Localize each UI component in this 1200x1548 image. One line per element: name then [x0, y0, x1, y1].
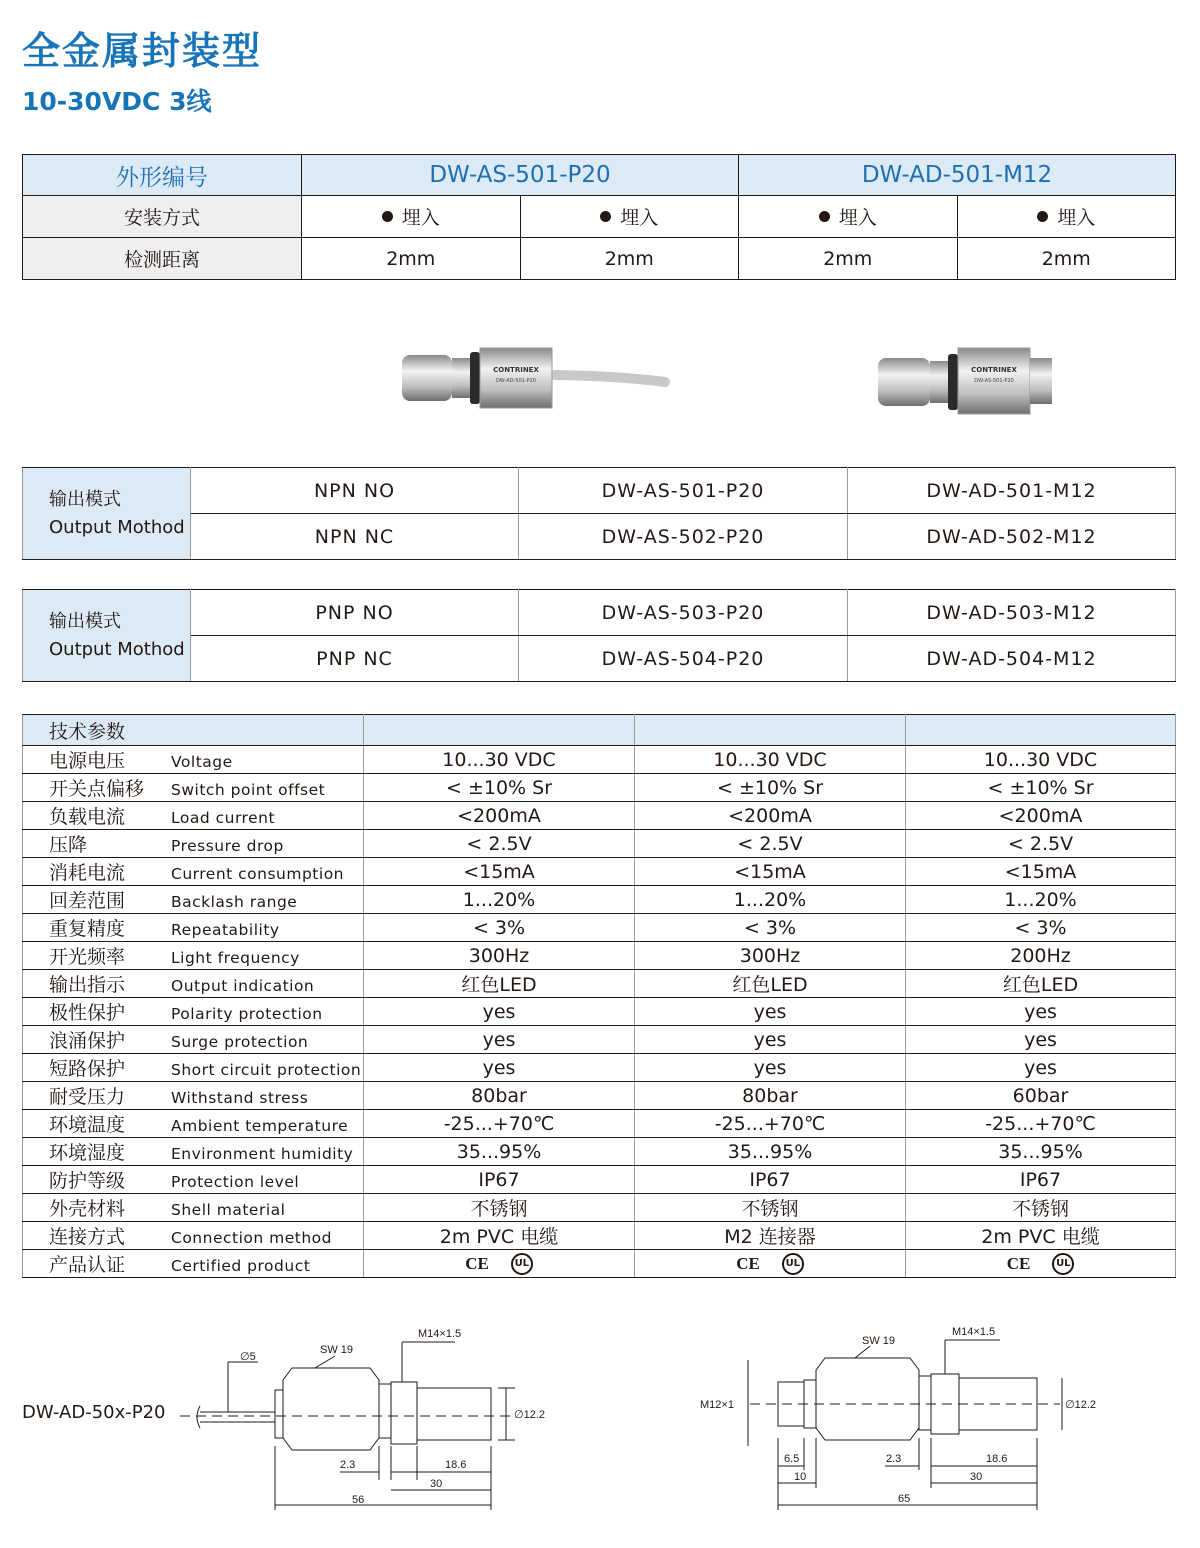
- spec-label: [23, 802, 364, 830]
- spec-header-cell: [364, 715, 635, 746]
- spec-value: < 3%: [906, 914, 1176, 942]
- ce-mark-icon: CE: [465, 1254, 489, 1273]
- dim-2-3: 2.3: [886, 1453, 902, 1465]
- output-model-b: DW-AD-504-M12: [848, 636, 1176, 682]
- spec-value: yes: [364, 998, 635, 1026]
- spec-label-zh: 环境湿度: [49, 1142, 126, 1164]
- spec-label-en: Switch point offset: [171, 781, 326, 799]
- spec-row: [23, 746, 1176, 774]
- spec-label: [23, 774, 364, 802]
- spec-label: [23, 858, 364, 886]
- spec-value: 300Hz: [635, 942, 906, 970]
- spec-label-en: Voltage: [171, 753, 233, 771]
- spec-value: 1...20%: [635, 886, 906, 914]
- ce-mark-icon: CE: [736, 1254, 760, 1273]
- spec-label-zh: 输出指示: [49, 974, 126, 996]
- spec-label: [23, 942, 364, 970]
- spec-value: 不锈钢: [906, 1194, 1176, 1222]
- spec-label-en: Connection method: [171, 1229, 332, 1247]
- dim-65: 65: [898, 1493, 911, 1505]
- bullet-icon: [600, 211, 611, 222]
- spec-label-zh: 消耗电流: [49, 862, 126, 884]
- spec-header-cell: [635, 715, 906, 746]
- distance-value: 2mm: [739, 238, 958, 280]
- spec-value: 60bar: [906, 1082, 1176, 1110]
- spec-value: 35...95%: [364, 1138, 635, 1166]
- spec-row: [23, 942, 1176, 970]
- spec-label: [23, 1250, 364, 1278]
- output-table-npn: [22, 467, 1176, 560]
- spec-value: < 3%: [635, 914, 906, 942]
- spec-value: < ±10% Sr: [635, 774, 906, 802]
- spec-value: 红色LED: [364, 970, 635, 998]
- spec-header-cell: [906, 715, 1176, 746]
- spec-value: yes: [364, 1054, 635, 1082]
- spec-value: < 2.5V: [906, 830, 1176, 858]
- spec-value: 200Hz: [906, 942, 1176, 970]
- spec-value: 10...30 VDC: [364, 746, 635, 774]
- dim-thread: M14×1.5: [418, 1328, 462, 1340]
- spec-value: <200mA: [635, 802, 906, 830]
- spec-value: 红色LED: [906, 970, 1176, 998]
- spec-row: [23, 1110, 1176, 1138]
- dim-56: 56: [352, 1494, 365, 1506]
- install-cell: [957, 196, 1176, 238]
- spec-label-en: Repeatability: [171, 921, 280, 939]
- dim-sw19: SW 19: [320, 1344, 354, 1356]
- spec-label-zh: 外壳材料: [49, 1198, 126, 1220]
- output-model-a: DW-AS-503-P20: [519, 590, 848, 636]
- spec-value: <15mA: [635, 858, 906, 886]
- dim-phi5: ∅5: [240, 1351, 256, 1363]
- spec-label-en: Certified product: [171, 1257, 311, 1275]
- dim-2-3: 2.3: [340, 1459, 356, 1471]
- spec-value: < 2.5V: [364, 830, 635, 858]
- spec-row: [23, 914, 1176, 942]
- spec-label-en: Shell material: [171, 1201, 286, 1219]
- distance-value: 2mm: [302, 238, 521, 280]
- spec-row: [23, 1026, 1176, 1054]
- output-label-en: Output Mothod: [49, 516, 185, 538]
- spec-value: 80bar: [364, 1082, 635, 1110]
- spec-value: 35...95%: [906, 1138, 1176, 1166]
- spec-label: [23, 1222, 364, 1250]
- cert-cell: [635, 1250, 906, 1278]
- sensor-cable-photo: [402, 348, 665, 408]
- spec-label: [23, 1166, 364, 1194]
- dim-sw19: SW 19: [862, 1335, 896, 1347]
- spec-row: [23, 858, 1176, 886]
- spec-label-en: Ambient temperature: [171, 1117, 349, 1135]
- bullet-icon: [819, 211, 830, 222]
- spec-value: IP67: [906, 1166, 1176, 1194]
- spec-label-zh: 短路保护: [49, 1058, 126, 1080]
- cert-cell: [906, 1250, 1176, 1278]
- distance-label: 检测距离: [23, 238, 302, 280]
- spec-label-zh: 耐受压力: [49, 1086, 126, 1108]
- install-cell: [739, 196, 958, 238]
- spec-value: IP67: [364, 1166, 635, 1194]
- output-type: PNP NC: [191, 636, 519, 682]
- spec-row: [23, 1166, 1176, 1194]
- spec-label-en: Polarity protection: [171, 1005, 323, 1023]
- install-cell: [520, 196, 739, 238]
- spec-label-en: Protection level: [171, 1173, 300, 1191]
- ul-mark-icon: UL: [782, 1253, 804, 1275]
- spec-value: 35...95%: [635, 1138, 906, 1166]
- spec-row: [23, 802, 1176, 830]
- model-a-name: DW-AS-501-P20: [302, 155, 739, 196]
- spec-row: [23, 1054, 1176, 1082]
- dim-30: 30: [970, 1471, 983, 1483]
- ul-mark-icon: UL: [511, 1253, 533, 1275]
- spec-label: [23, 1082, 364, 1110]
- spec-header: 技术参数: [23, 715, 364, 746]
- spec-row: [23, 774, 1176, 802]
- dim-30: 30: [430, 1478, 443, 1490]
- spec-value: 不锈钢: [635, 1194, 906, 1222]
- spec-value: yes: [906, 1026, 1176, 1054]
- spec-row: [23, 998, 1176, 1026]
- spec-value: -25...+70℃: [906, 1110, 1176, 1138]
- spec-value: 1...20%: [364, 886, 635, 914]
- model-table: [22, 154, 1176, 280]
- spec-label-en: Withstand stress: [171, 1089, 309, 1107]
- spec-value: 10...30 VDC: [906, 746, 1176, 774]
- spec-value: IP67: [635, 1166, 906, 1194]
- ce-mark-icon: CE: [1006, 1254, 1031, 1273]
- spec-label-zh: 负载电流: [49, 806, 126, 828]
- dim-18-6: 18.6: [986, 1453, 1008, 1465]
- output-label: [23, 590, 191, 682]
- spec-label-en: Load current: [171, 809, 276, 827]
- spec-label-en: Light frequency: [171, 949, 300, 967]
- output-label-zh: 输出模式: [49, 610, 121, 632]
- dim-thread: M14×1.5: [952, 1326, 996, 1338]
- spec-row: [23, 1138, 1176, 1166]
- spec-value: 红色LED: [635, 970, 906, 998]
- output-label-zh: 输出模式: [49, 488, 121, 510]
- output-model-a: DW-AS-502-P20: [519, 514, 848, 560]
- photo-model-label: DW-AS-501-P20: [974, 378, 1014, 384]
- spec-value: yes: [635, 998, 906, 1026]
- install-value: 埋入: [838, 207, 877, 229]
- spec-label-zh: 连接方式: [49, 1226, 126, 1248]
- product-photos: [380, 320, 1080, 430]
- spec-label: [23, 1138, 364, 1166]
- spec-label-zh: 压降: [49, 834, 88, 856]
- spec-value: -25...+70℃: [364, 1110, 635, 1138]
- spec-value: 10...30 VDC: [635, 746, 906, 774]
- dim-m12: M12×1: [700, 1399, 734, 1411]
- dim-phi12: ∅12.2: [514, 1409, 545, 1421]
- page-subtitle: 10-30VDC 3线: [22, 87, 212, 116]
- spec-value: M2 连接器: [635, 1222, 906, 1250]
- spec-row: [23, 970, 1176, 998]
- spec-label-zh: 产品认证: [49, 1254, 126, 1276]
- spec-value: < ±10% Sr: [906, 774, 1176, 802]
- install-label: 安装方式: [23, 196, 302, 238]
- install-cell: [302, 196, 521, 238]
- sensor-connector-photo: [878, 348, 1052, 414]
- page-title: 全金属封装型: [22, 29, 263, 73]
- output-model-a: DW-AS-504-P20: [519, 636, 848, 682]
- output-type: PNP NO: [191, 590, 519, 636]
- spec-label: [23, 1026, 364, 1054]
- spec-row: [23, 886, 1176, 914]
- spec-value: yes: [906, 998, 1176, 1026]
- dim-6-5: 6.5: [784, 1453, 800, 1465]
- dim-10: 10: [794, 1471, 807, 1483]
- distance-value: 2mm: [520, 238, 739, 280]
- dim-phi12: ∅12.2: [1065, 1399, 1096, 1411]
- output-label: [23, 468, 191, 560]
- spec-value: yes: [635, 1054, 906, 1082]
- output-model-b: DW-AD-501-M12: [848, 468, 1176, 514]
- install-value: 埋入: [401, 207, 440, 229]
- output-model-b: DW-AD-502-M12: [848, 514, 1176, 560]
- spec-label-zh: 开光频率: [49, 946, 126, 968]
- output-model-b: DW-AD-503-M12: [848, 590, 1176, 636]
- spec-label-zh: 重复精度: [49, 918, 126, 940]
- spec-value: <15mA: [906, 858, 1176, 886]
- spec-value: 不锈钢: [364, 1194, 635, 1222]
- distance-value: 2mm: [957, 238, 1176, 280]
- spec-value: 300Hz: [364, 942, 635, 970]
- spec-value: < ±10% Sr: [364, 774, 635, 802]
- spec-label-en: Current consumption: [171, 865, 344, 883]
- spec-label-zh: 浪涌保护: [49, 1030, 126, 1052]
- spec-row: [23, 830, 1176, 858]
- spec-label: [23, 998, 364, 1026]
- output-type: NPN NC: [191, 514, 519, 560]
- spec-label-en: Output indication: [171, 977, 315, 995]
- spec-value: < 3%: [364, 914, 635, 942]
- brand-label: CONTRINEX: [971, 366, 1017, 374]
- cert-cell: [364, 1250, 635, 1278]
- photo-model-label: DW-AD-501-P20: [495, 378, 537, 384]
- spec-label-en: Surge protection: [171, 1033, 309, 1051]
- spec-value: < 2.5V: [635, 830, 906, 858]
- spec-value: <200mA: [364, 802, 635, 830]
- output-type: NPN NO: [191, 468, 519, 514]
- spec-row: [23, 1194, 1176, 1222]
- spec-row: [23, 1082, 1176, 1110]
- install-value: 埋入: [620, 207, 659, 229]
- drawing-model-label: DW-AD-50x-P20: [22, 1402, 166, 1423]
- bullet-icon: [382, 211, 393, 222]
- spec-label-zh: 开关点偏移: [49, 778, 145, 800]
- spec-label: [23, 886, 364, 914]
- ul-mark-icon: UL: [1052, 1253, 1074, 1275]
- spec-label: [23, 970, 364, 998]
- spec-label-zh: 环境温度: [49, 1114, 126, 1136]
- spec-value: <200mA: [906, 802, 1176, 830]
- spec-value: yes: [906, 1054, 1176, 1082]
- spec-value: <15mA: [364, 858, 635, 886]
- spec-label-zh: 电源电压: [49, 750, 126, 772]
- spec-row: [23, 1250, 1176, 1278]
- spec-label: [23, 1110, 364, 1138]
- spec-label-zh: 回差范围: [49, 890, 126, 912]
- spec-label-en: Backlash range: [171, 893, 298, 911]
- output-table-pnp: [22, 589, 1176, 682]
- install-value: 埋入: [1057, 207, 1096, 229]
- brand-label: CONTRINEX: [493, 366, 539, 374]
- spec-value: -25...+70℃: [635, 1110, 906, 1138]
- dimension-drawing-left: [180, 1320, 580, 1545]
- spec-label-zh: 极性保护: [49, 1002, 126, 1024]
- spec-row: [23, 1222, 1176, 1250]
- spec-label-en: Environment humidity: [171, 1145, 354, 1163]
- spec-label: [23, 914, 364, 942]
- spec-label: [23, 830, 364, 858]
- output-label-en: Output Mothod: [49, 638, 185, 660]
- spec-label: [23, 1194, 364, 1222]
- model-label: 外形编号: [23, 155, 302, 196]
- spec-value: 80bar: [635, 1082, 906, 1110]
- spec-value: 2m PVC 电缆: [364, 1222, 635, 1250]
- spec-label-en: Pressure drop: [171, 837, 284, 855]
- spec-label-en: Short circuit protection: [171, 1061, 362, 1079]
- output-model-a: DW-AS-501-P20: [519, 468, 848, 514]
- spec-value: 2m PVC 电缆: [906, 1222, 1176, 1250]
- dimension-drawing-right: [690, 1320, 1110, 1545]
- dim-18-6: 18.6: [445, 1459, 467, 1471]
- spec-value: yes: [635, 1026, 906, 1054]
- model-b-name: DW-AD-501-M12: [739, 155, 1176, 196]
- spec-label-zh: 防护等级: [49, 1170, 126, 1192]
- spec-value: yes: [364, 1026, 635, 1054]
- bullet-icon: [1037, 211, 1048, 222]
- spec-label: [23, 1054, 364, 1082]
- spec-table: [22, 714, 1176, 1278]
- spec-label: [23, 746, 364, 774]
- spec-value: 1...20%: [906, 886, 1176, 914]
